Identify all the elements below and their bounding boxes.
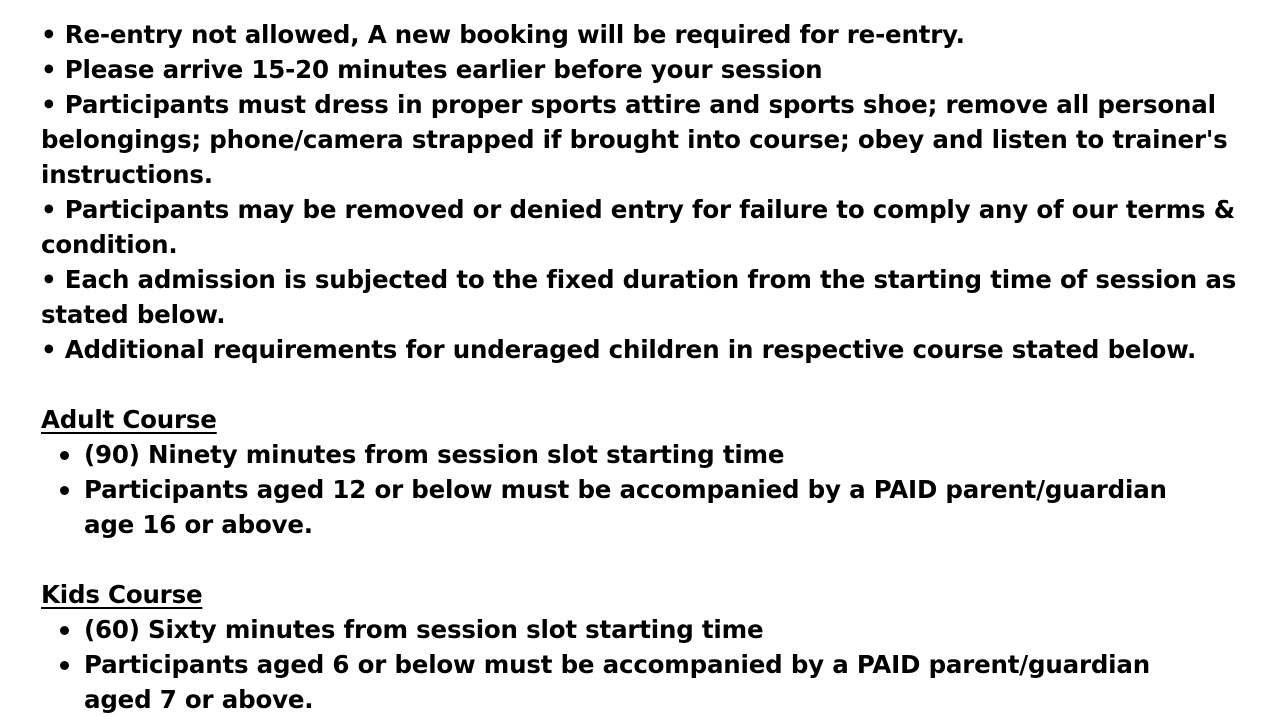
adult-duration-text: (90) Ninety minutes from session slot starting time — [84, 440, 785, 469]
list-item — [84, 612, 1256, 647]
bullet-icon — [60, 661, 69, 670]
rule-attire: • Participants must dress in proper sports attire and sports shoe; remove all personal belongings; phone/camera strapped if brought into course; obey and listen to trainer's instructions. — [41, 90, 1228, 189]
list-item — [84, 472, 1256, 542]
kids-course-title: Kids Course — [41, 580, 203, 609]
kids-duration-text: (60) Sixty minutes from session slot starting time — [84, 615, 764, 644]
rule-children: • Additional requirements for underaged children in respective course stated below. — [41, 335, 1197, 364]
bullet-icon — [60, 626, 69, 635]
rule-arrival: • Please arrive 15-20 minutes earlier before your session — [41, 55, 823, 84]
rule-reentry: • Re-entry not allowed, A new booking will be required for re-entry. — [41, 20, 965, 49]
adult-age-requirement-text: Participants aged 12 or below must be accompanied by a PAID parent/guardian age 16 or above. — [84, 475, 1167, 539]
spacer — [41, 367, 1256, 402]
kids-age-requirement-text: Participants aged 6 or below must be accompanied by a PAID parent/guardian aged 7 or above. — [84, 650, 1150, 714]
adult-course-list — [41, 437, 1256, 542]
bullet-icon — [60, 486, 69, 495]
spacer — [41, 542, 1256, 577]
kids-course-list — [41, 612, 1256, 717]
kids-course-section — [41, 577, 1256, 717]
adult-course-title: Adult Course — [41, 405, 217, 434]
general-rules — [41, 17, 1256, 367]
bullet-icon — [60, 451, 69, 460]
rule-compliance: • Participants may be removed or denied entry for failure to comply any of our terms & condition. — [41, 195, 1235, 259]
rule-duration: • Each admission is subjected to the fixed duration from the starting time of session as stated below. — [41, 265, 1237, 329]
list-item — [84, 437, 1256, 472]
list-item — [84, 647, 1256, 717]
adult-course-section — [41, 402, 1256, 542]
